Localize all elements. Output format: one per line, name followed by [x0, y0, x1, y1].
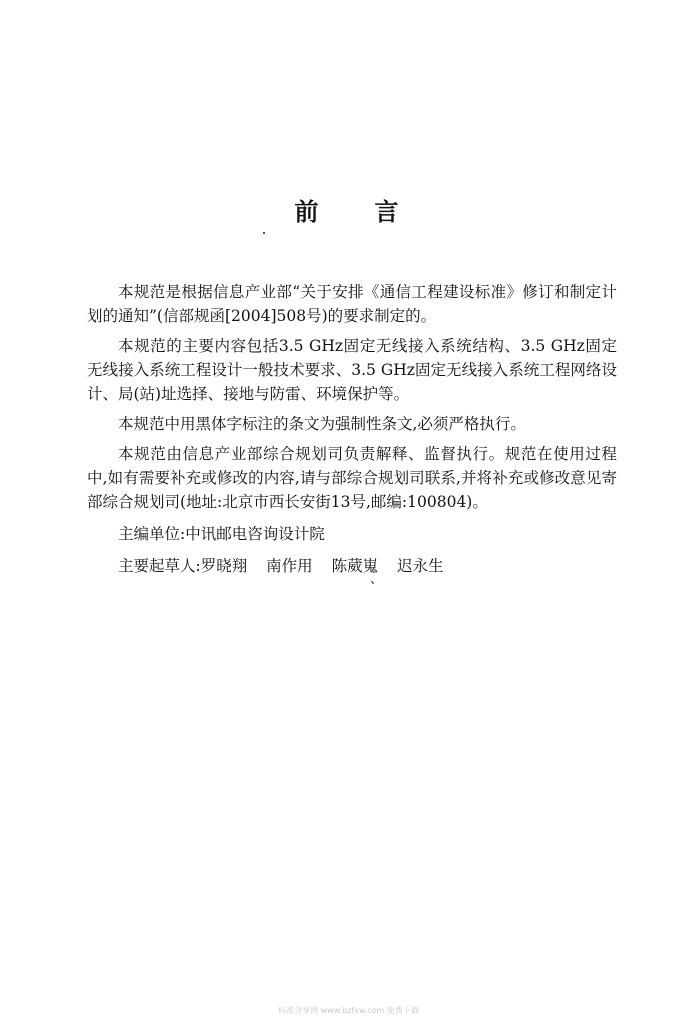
- title-char-right: 言: [374, 197, 403, 226]
- paragraph-mandatory: 本规范中用黑体字标注的条文为强制性条文,必须严格执行。: [118, 415, 526, 433]
- stray-punctuation-mark: 、: [370, 572, 384, 587]
- editor-line: [87, 522, 617, 546]
- editor-value: 中讯邮电咨询设计院: [185, 525, 325, 543]
- paragraph-interpretation: 本规范由信息产业部综合规划司负责解释、监督执行。规范在使用过程中,如有需要补充或修改的内容,请与部综合规划司联系,并将补充或修改意见寄部综合规划司(地址:北京市西长安街13号,邮编:100804)。: [87, 445, 617, 511]
- paragraph-basis: 本规范是根据信息产业部“关于安排《通信工程建设标准》修订和制定计划的通知”(信部规函[2004]508号)的要求制定的。: [87, 283, 617, 325]
- page-title: [0, 192, 697, 227]
- scan-speck: [263, 232, 265, 234]
- paragraph-content: 本规范的主要内容包括3.5 GHz固定无线接入系统结构、3.5 GHz固定无线接入系统工程设计一般技术要求、3.5 GHz固定无线接入系统工程网络设计、局(站)址选择、接地与防雷、环境保护等。: [87, 337, 617, 403]
- drafters-names: 罗晓翔 南作用 陈葳嵬 迟永生: [200, 557, 444, 575]
- drafters-label: 主要起草人:: [118, 557, 201, 575]
- title-char-left: 前: [294, 197, 323, 226]
- editor-label: 主编单位:: [118, 525, 186, 543]
- preface-body: [87, 280, 617, 578]
- drafters-line: [87, 554, 617, 578]
- watermark-footer: 标准分享网 www.bzfxw.com 免费下载: [278, 1006, 419, 1015]
